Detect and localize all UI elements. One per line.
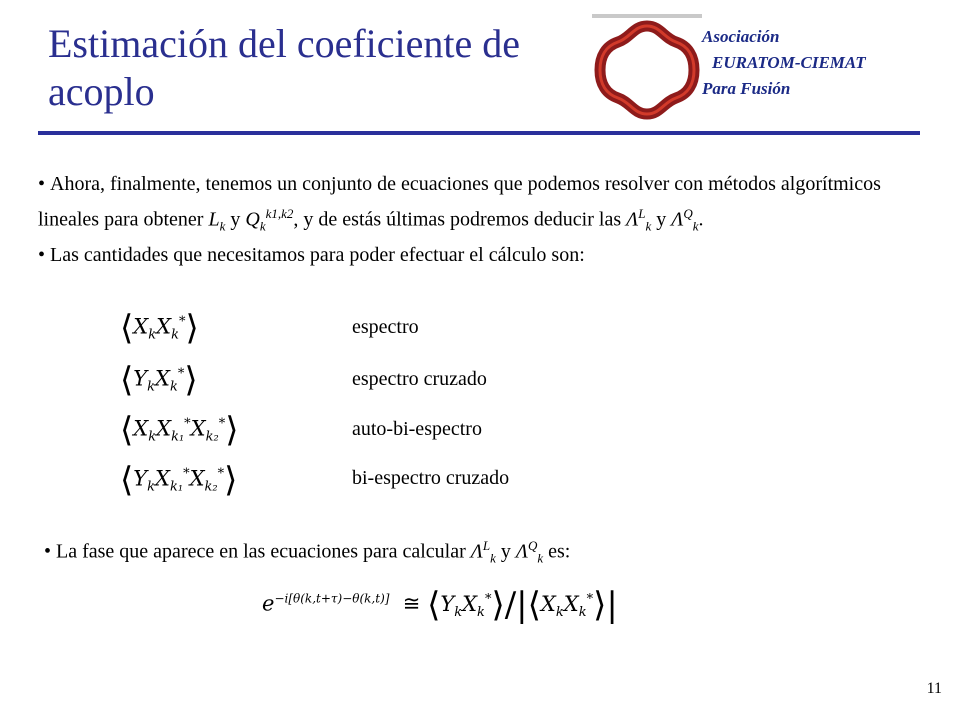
- bullet-1: • Ahora, finalmente, tenemos un conjunto de ecuaciones que podemos resolver con métodos algorítmicos lineales para obtener $L_k$ y $Q_k^{k1,k2}$, y de estás últimas podremos deducir las $\Lambda^L_k$ y $\Lambda^Q_k$.: [38, 173, 881, 234]
- formula-bi-espectro-cruzado: $⟨Y_kX_{k_1}^*X_{k_2}^*⟩$: [120, 460, 238, 500]
- label-auto-bi-espectro: auto-bi-espectro: [352, 418, 482, 440]
- formula-auto-bi-espectro: $⟨X_kX_{k_1}^*X_{k_2}^*⟩$: [120, 410, 239, 450]
- label-espectro: espectro: [352, 316, 419, 338]
- org-line-1: Asociación: [702, 27, 780, 46]
- euratom-ring-logo: [590, 12, 704, 128]
- title-divider: [38, 131, 920, 135]
- label-espectro-cruzado: espectro cruzado: [352, 368, 487, 390]
- phase-equation: $e^{-i[\theta(k,t+\tau)-\theta(k,t)]}$ ≅ $⟨Y_kX_k^*⟩/|⟨X_kX_k^*⟩|$: [262, 585, 618, 625]
- organization-name: [702, 24, 866, 102]
- bullet-3: • La fase que aparece en las ecuaciones para calcular $\Lambda^L_k$ y $\Lambda^Q_k$ es:: [44, 538, 571, 566]
- body-text: [38, 170, 918, 270]
- formula-espectro: $⟨X_kX_k^*⟩$: [120, 308, 199, 348]
- slide-title: Estimación del coeficiente de acoplo: [48, 21, 521, 114]
- bullet-2: • Las cantidades que necesitamos para poder efectuar el cálculo son:: [38, 243, 585, 266]
- formula-espectro-cruzado: $⟨Y_kX_k^*⟩$: [120, 360, 198, 400]
- org-line-2: EURATOM-CIEMAT: [712, 53, 866, 72]
- page-number: 11: [926, 680, 942, 697]
- label-bi-espectro-cruzado: bi-espectro cruzado: [352, 467, 510, 489]
- org-line-3: Para Fusión: [702, 79, 791, 98]
